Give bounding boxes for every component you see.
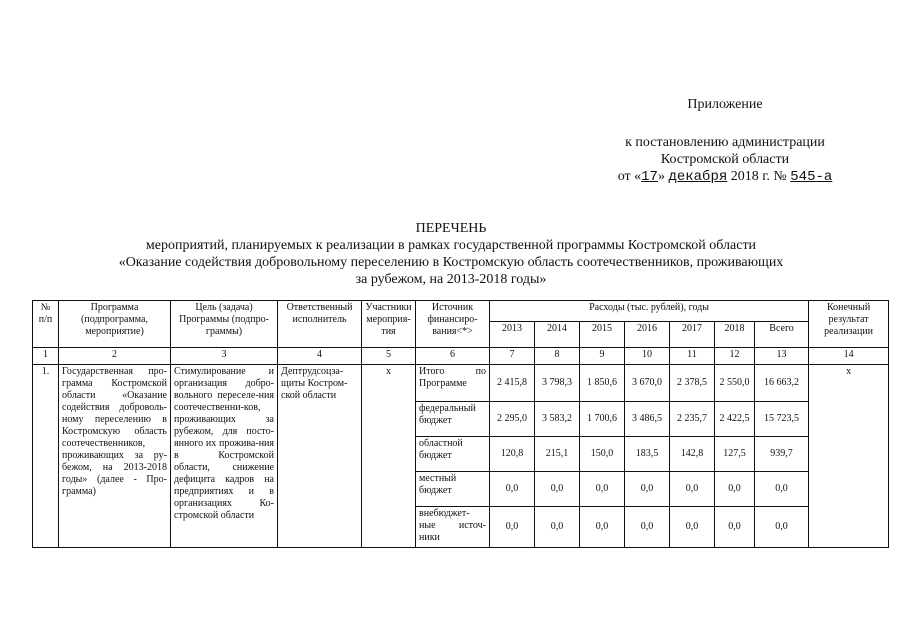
expense-cell: 0,0 bbox=[490, 507, 535, 548]
expense-cell: 1 850,6 bbox=[580, 365, 625, 402]
expense-cell: 2 550,0 bbox=[715, 365, 755, 402]
column-number: 13 bbox=[755, 348, 809, 365]
expense-total-cell: 939,7 bbox=[755, 437, 809, 472]
funding-source-cell: областной бюджет bbox=[416, 437, 490, 472]
column-numbers-row bbox=[33, 348, 889, 365]
decree-month: декабря bbox=[668, 169, 728, 185]
table-row bbox=[33, 365, 889, 402]
expense-cell: 183,5 bbox=[625, 437, 670, 472]
measures-table bbox=[32, 300, 889, 548]
expense-cell: 120,8 bbox=[490, 437, 535, 472]
document-title bbox=[0, 220, 902, 288]
expense-cell: 3 583,2 bbox=[535, 402, 580, 437]
decree-reference bbox=[580, 134, 870, 186]
expense-cell: 0,0 bbox=[715, 507, 755, 548]
appendix-label bbox=[620, 96, 830, 113]
decree-line-2: Костромской области bbox=[660, 152, 790, 167]
expense-total-cell: 0,0 bbox=[755, 507, 809, 548]
expense-total-cell: 16 663,2 bbox=[755, 365, 809, 402]
expense-cell: 0,0 bbox=[625, 507, 670, 548]
expense-cell: 3 486,5 bbox=[625, 402, 670, 437]
header-year: 2013 bbox=[490, 322, 535, 348]
header-program: Программа (подпрограмма, мероприятие) bbox=[59, 301, 171, 348]
decree-date: от «17» декабря 2018 г. № 545-а bbox=[617, 169, 833, 185]
expense-cell: 0,0 bbox=[580, 472, 625, 507]
expense-cell: 215,1 bbox=[535, 437, 580, 472]
column-number: 14 bbox=[809, 348, 889, 365]
header-year: 2018 bbox=[715, 322, 755, 348]
column-number: 6 bbox=[416, 348, 490, 365]
expense-cell: 150,0 bbox=[580, 437, 625, 472]
title-line-2: «Оказание содействия добровольному переселению в Костромскую область соотечественников, проживающих bbox=[118, 255, 784, 270]
title-line-1: мероприятий, планируемых к реализации в рамках государственной программы Костромской области bbox=[145, 238, 757, 253]
expense-cell: 2 378,5 bbox=[670, 365, 715, 402]
participants-cell: х bbox=[362, 365, 416, 548]
header-expenses: Расходы (тыс. рублей), годы bbox=[490, 301, 809, 322]
expense-cell: 0,0 bbox=[715, 472, 755, 507]
header-year: 2015 bbox=[580, 322, 625, 348]
column-number: 8 bbox=[535, 348, 580, 365]
expense-cell: 2 415,8 bbox=[490, 365, 535, 402]
column-number: 12 bbox=[715, 348, 755, 365]
expense-total-cell: 15 723,5 bbox=[755, 402, 809, 437]
expense-cell: 0,0 bbox=[670, 472, 715, 507]
header-year: 2017 bbox=[670, 322, 715, 348]
header-num: № п/п bbox=[33, 301, 59, 348]
column-number: 4 bbox=[278, 348, 362, 365]
expense-cell: 3 670,0 bbox=[625, 365, 670, 402]
expense-cell: 0,0 bbox=[670, 507, 715, 548]
appendix-text: Приложение bbox=[687, 97, 763, 112]
expense-cell: 0,0 bbox=[625, 472, 670, 507]
expense-cell: 142,8 bbox=[670, 437, 715, 472]
column-number: 5 bbox=[362, 348, 416, 365]
expense-total-cell: 0,0 bbox=[755, 472, 809, 507]
header-result: Конечный результат реализации bbox=[809, 301, 889, 348]
program-name-cell: Государственная про-грамма Костромской области «Оказание содействия доброволь-ному переселению в Костромскую область соотечественников, проживающих за ру-бежом, на 2013-2018 годы» (далее - Про-грамма) bbox=[59, 365, 171, 548]
column-number: 9 bbox=[580, 348, 625, 365]
expense-cell: 2 235,7 bbox=[670, 402, 715, 437]
responsible-cell: Дептрудсоцза-щиты Костром-ской области bbox=[278, 365, 362, 548]
decree-day: 17 bbox=[641, 169, 658, 185]
expense-cell: 0,0 bbox=[490, 472, 535, 507]
column-number: 10 bbox=[625, 348, 670, 365]
decree-line-1: к постановлению администрации bbox=[625, 135, 825, 150]
decree-number: 545-а bbox=[790, 169, 833, 185]
funding-source-cell: внебюджет-ные источ-ники bbox=[416, 507, 490, 548]
expense-cell: 127,5 bbox=[715, 437, 755, 472]
column-number: 1 bbox=[33, 348, 59, 365]
header-goal: Цель (задача) Программы (подпро-граммы) bbox=[171, 301, 278, 348]
expense-cell: 2 422,5 bbox=[715, 402, 755, 437]
expense-cell: 3 798,3 bbox=[535, 365, 580, 402]
expense-cell: 0,0 bbox=[535, 472, 580, 507]
program-goal-cell: Стимулирование и организация добро-вольного переселе-ния соотечественни-ков, проживающих за рубежом, для посто-янного их прожива-ния в Костромской области, снижение дефицита кадров на предприятиях и в организациях Ко-стромской области bbox=[171, 365, 278, 548]
expense-cell: 0,0 bbox=[580, 507, 625, 548]
result-cell: х bbox=[809, 365, 889, 548]
funding-source-cell: Итого по Программе bbox=[416, 365, 490, 402]
funding-source-cell: федеральный бюджет bbox=[416, 402, 490, 437]
column-number: 11 bbox=[670, 348, 715, 365]
expense-cell: 1 700,6 bbox=[580, 402, 625, 437]
header-year: 2014 bbox=[535, 322, 580, 348]
column-number: 7 bbox=[490, 348, 535, 365]
column-number: 2 bbox=[59, 348, 171, 365]
header-year: 2016 bbox=[625, 322, 670, 348]
header-total: Всего bbox=[755, 322, 809, 348]
row-number: 1. bbox=[33, 365, 59, 548]
funding-source-cell: местный бюджет bbox=[416, 472, 490, 507]
title-line-3: за рубежом, на 2013-2018 годы» bbox=[355, 272, 547, 287]
expense-cell: 0,0 bbox=[535, 507, 580, 548]
title-main: ПЕРЕЧЕНЬ bbox=[415, 221, 487, 236]
expense-cell: 2 295,0 bbox=[490, 402, 535, 437]
header-responsible: Ответственный исполнитель bbox=[278, 301, 362, 348]
table-header-row bbox=[33, 301, 889, 322]
header-participants: Участники мероприя-тия bbox=[362, 301, 416, 348]
header-source: Источник финансиро-вания<*> bbox=[416, 301, 490, 348]
column-number: 3 bbox=[171, 348, 278, 365]
